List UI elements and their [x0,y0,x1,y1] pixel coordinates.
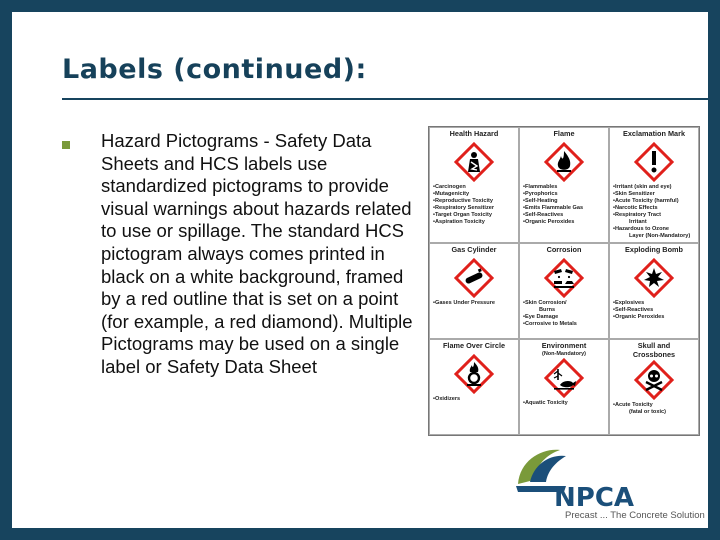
pictogram-cell-environment [519,339,609,435]
list-item: • Corrosive to Metals [523,321,605,328]
skull-crossbones-icon [634,360,674,400]
slide-title: Labels (continued): [62,54,367,85]
list-item: • Aspiration Toxicity [433,219,515,226]
list-item: • Respiratory Sensitizer [433,205,515,212]
pictogram-cell-skull-crossbones [609,339,699,435]
list-item: • Narcotic Effects [613,205,695,212]
corrosion-icon [544,258,584,298]
logo-wordmark: NPCA [554,483,635,510]
list-item: • Self-Reactives [523,212,605,219]
list-item: • Carcinogen [433,184,515,191]
pictogram-title: Exploding Bomb [625,245,683,255]
pictogram-subtitle: (Non-Mandatory) [542,350,586,357]
list-item: Irritant [629,218,647,225]
gas-cylinder-icon [454,258,494,298]
exploding-bomb-icon [634,258,674,298]
health-hazard-icon [454,142,494,182]
pictogram-title: Flame [553,129,575,138]
list-item: • Self-Reactives [613,307,695,314]
pictogram-chart [428,126,700,436]
list-item: • Aquatic Toxicity [523,400,605,407]
list-item: • Hazardous to Ozone [613,226,695,233]
pictogram-cell-health-hazard [429,127,519,243]
pictogram-title: Flame Over Circle [442,341,506,351]
title-divider [62,98,708,100]
pictogram-title: Gas Cylinder [451,245,497,255]
pictogram-cell-gas-cylinder [429,243,519,339]
pictogram-title: Corrosion [546,245,582,255]
pictogram-title: Exclamation Mark [622,129,686,138]
list-item: (fatal or toxic) [629,409,666,416]
list-item: • Explosives [613,300,695,307]
list-item: • Irritant (skin and eye) [613,184,695,191]
pictogram-cell-exploding-bomb [609,243,699,339]
list-item: • Gases Under Pressure [433,300,515,307]
list-item: • Organic Peroxides [613,314,695,321]
environment-icon [544,358,584,398]
logo-tagline: Precast ... The Concrete Solution [565,510,705,521]
list-item: Layer (Non-Mandatory) [629,233,691,240]
list-item: • Flammables [523,184,605,191]
list-item: • Acute Toxicity (harmful) [613,198,695,205]
list-item: • Respiratory Tract [613,212,695,219]
list-item: • Skin Sensitizer [613,191,695,198]
pictogram-title: Skull and Crossbones [632,341,676,359]
pictogram-title: Environment [541,341,587,351]
pictogram-title: Health Hazard [449,129,499,138]
flame-over-circle-icon [454,354,494,394]
list-item: • Mutagenicity [433,191,515,198]
pictogram-cell-flame-over-circle [429,339,519,435]
bullet-text: Hazard Pictograms - Safety Data Sheets and HCS labels use standardized pictograms to provide visual warnings about hazards related to use or spillage. The standard HCS pictogram always comes printed in black on a white background, framed by a red outline that is set on a point (for example, a red diamond). Multiple Pictograms may be used on a single label or Safety Data Sheet [101,130,413,377]
npca-logo [508,442,698,510]
pictogram-cell-corrosion [519,243,609,339]
pictogram-cell-flame [519,127,609,243]
list-item: • Acute Toxicity [613,402,695,409]
flame-icon [544,142,584,182]
list-item: • Reproductive Toxicity [433,198,515,205]
exclamation-mark-icon [634,142,674,182]
list-item: • Organic Peroxides [523,219,605,226]
list-item: • Pyrophorics [523,191,605,198]
pictogram-cell-exclamation-mark [609,127,699,243]
bullet-marker [62,141,70,149]
list-item: • Self-Heating [523,198,605,205]
list-item: • Skin Corrosion/ [523,300,605,307]
list-item: • Eye Damage [523,314,605,321]
list-item: Burns [539,306,556,313]
list-item: • Target Organ Toxicity [433,212,515,219]
list-item: • Oxidizers [433,396,515,403]
list-item: • Emits Flammable Gas [523,205,605,212]
